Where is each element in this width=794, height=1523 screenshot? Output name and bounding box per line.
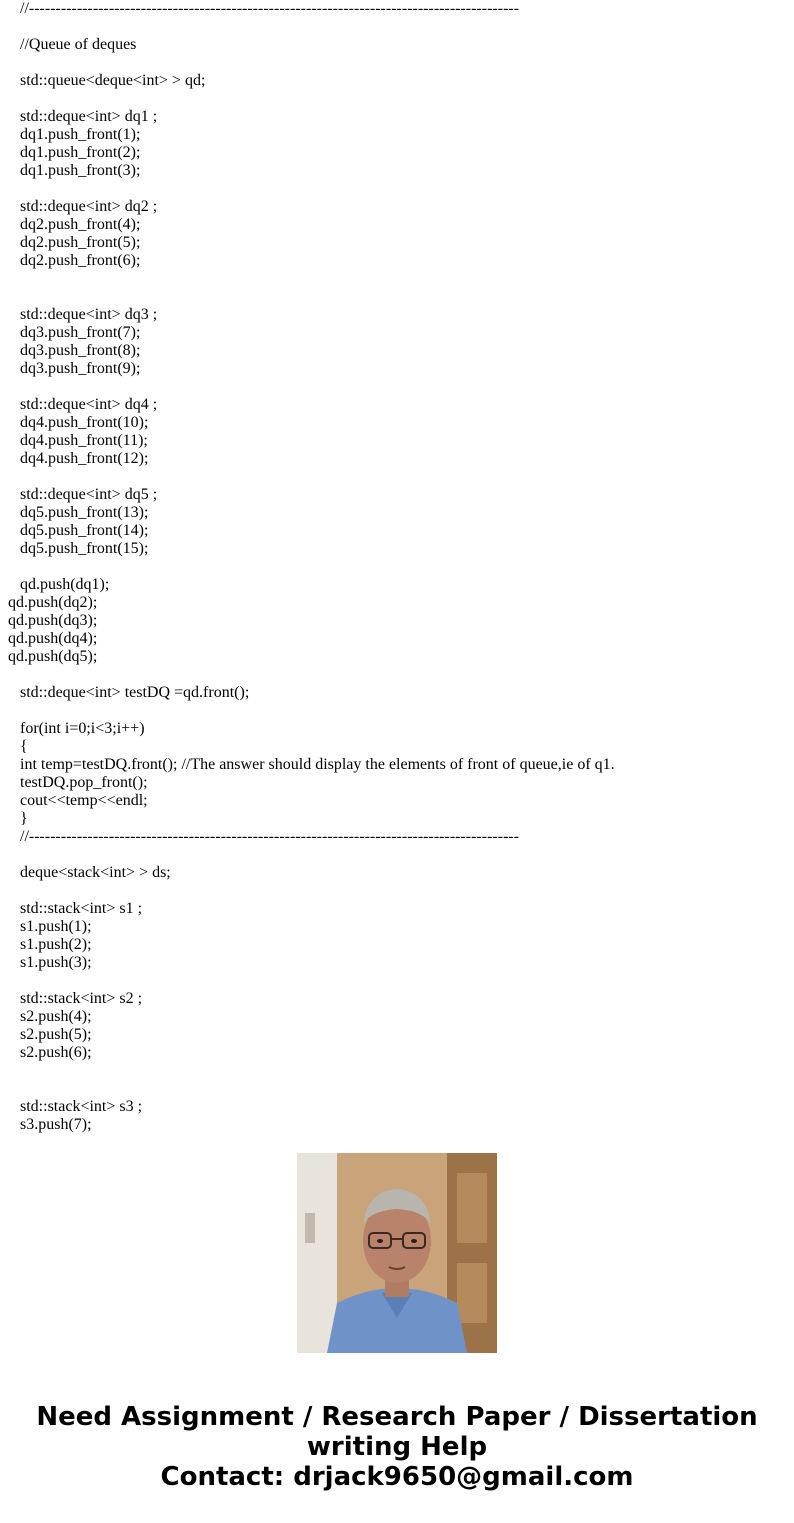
code-line: dq1.push_front(1); [20,126,141,143]
code-line: s3.push(7); [20,1116,92,1133]
code-line: std::deque<int> testDQ =qd.front(); [20,684,250,701]
code-line: std::deque<int> dq1 ; [20,108,158,125]
code-line: qd.push(dq5); [8,648,98,665]
code-line: testDQ.pop_front(); [20,774,148,791]
code-line: qd.push(dq2); [8,594,98,611]
code-line: s2.push(4); [20,1008,92,1025]
code-line: s1.push(2); [20,936,92,953]
code-line: dq4.push_front(11); [20,432,148,449]
code-line: int temp=testDQ.front(); //The answer should display the elements of front of queue,ie of q1. [20,756,615,773]
code-line: std::stack<int> s3 ; [20,1098,143,1115]
code-line: s2.push(5); [20,1026,92,1043]
author-avatar [297,1153,497,1353]
code-line: std::deque<int> dq5 ; [20,486,158,503]
code-line: std::deque<int> dq2 ; [20,198,158,215]
code-line: std::queue<deque<int> > qd; [20,72,206,89]
promo-contact: Contact: drjack9650@gmail.com [160,1462,634,1492]
code-line: dq4.push_front(12); [20,450,149,467]
code-line: dq2.push_front(5); [20,234,141,251]
code-line: s1.push(3); [20,954,92,971]
code-line: dq3.push_front(8); [20,342,141,359]
code-line: dq4.push_front(10); [20,414,149,431]
code-line: //-------------------------------------------------------------------------------------------- [20,828,520,845]
code-line: dq5.push_front(14); [20,522,149,539]
code-line: std::stack<int> s1 ; [20,900,143,917]
code-line: //Queue of deques [20,36,137,53]
code-line: std::stack<int> s2 ; [20,990,143,1007]
code-line: dq1.push_front(2); [20,144,141,161]
code-line: dq5.push_front(13); [20,504,149,521]
code-line: dq3.push_front(7); [20,324,141,341]
code-line: std::deque<int> dq4 ; [20,396,158,413]
code-line: qd.push(dq4); [8,630,98,647]
promo-line-1: Need Assignment / Research Paper / Dissertation [36,1402,758,1432]
code-line: s2.push(6); [20,1044,92,1061]
code-line: qd.push(dq3); [8,612,98,629]
promo-banner [0,1402,794,1492]
code-line: dq2.push_front(4); [20,216,141,233]
code-line: for(int i=0;i<3;i++) [20,720,145,737]
code-line: qd.push(dq1); [20,576,110,593]
code-line: s1.push(1); [20,918,92,935]
code-line: cout<<temp<<endl; [20,792,148,809]
code-line: dq1.push_front(3); [20,162,141,179]
code-line: { [20,738,28,755]
code-line: dq2.push_front(6); [20,252,141,269]
code-line: } [20,810,28,827]
code-line: dq5.push_front(15); [20,540,149,557]
code-line: std::deque<int> dq3 ; [20,306,158,323]
code-line: dq3.push_front(9); [20,360,141,377]
code-line: //-------------------------------------------------------------------------------------------- [20,0,520,17]
code-line: deque<stack<int> > ds; [20,864,171,881]
promo-line-2: writing Help [306,1432,488,1462]
